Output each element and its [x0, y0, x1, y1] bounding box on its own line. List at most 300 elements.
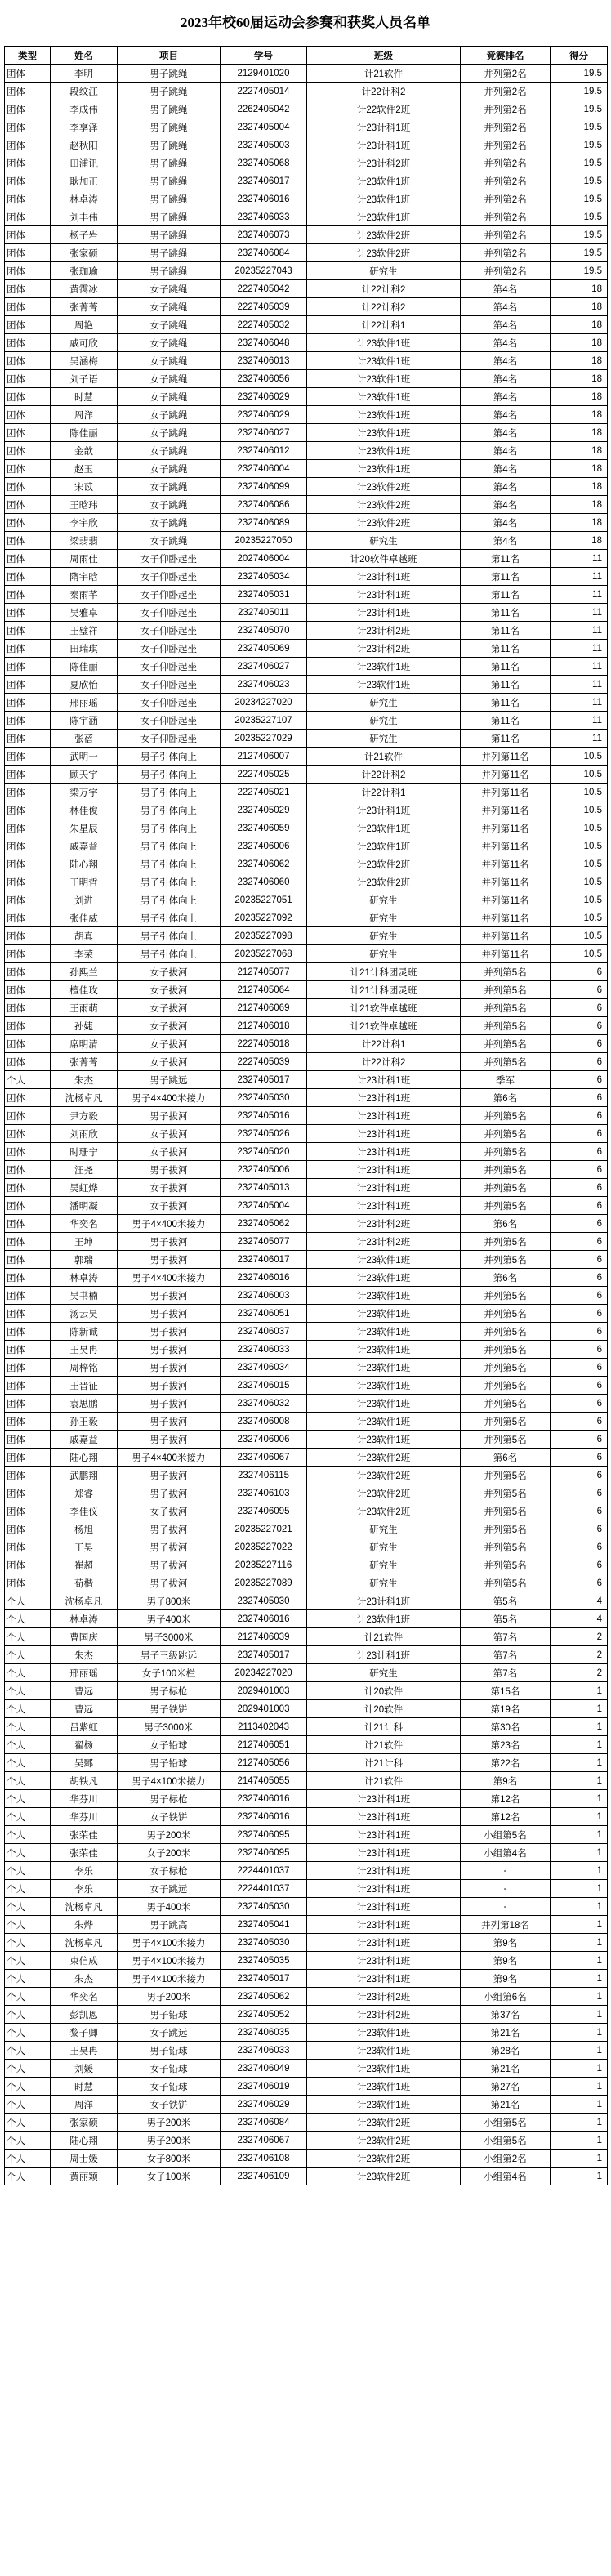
cell-event: 男子引体向上 [118, 855, 221, 873]
cell-rank: 第7名 [461, 1646, 551, 1664]
cell-event: 女子铁饼 [118, 1808, 221, 1826]
cell-name: 周雨佳 [51, 550, 118, 568]
cell-event: 男子拔河 [118, 1359, 221, 1377]
cell-event: 男子跳绳 [118, 226, 221, 244]
cell-score: 6 [551, 1556, 608, 1574]
cell-score: 11 [551, 640, 608, 658]
cell-rank: 第6名 [461, 1215, 551, 1233]
cell-event: 女子拔河 [118, 1035, 221, 1053]
table-row [5, 658, 608, 676]
cell-class: 计23软件2班 [307, 2114, 461, 2132]
cell-student-id: 2227405039 [221, 298, 307, 316]
cell-rank: 第11名 [461, 730, 551, 748]
cell-type: 团体 [5, 1143, 51, 1161]
cell-student-id: 20235227051 [221, 891, 307, 909]
cell-class: 计23软件2班 [307, 2132, 461, 2150]
cell-rank: 并列第5名 [461, 1359, 551, 1377]
cell-name: 吕紫虹 [51, 1718, 118, 1736]
cell-score: 6 [551, 981, 608, 999]
cell-student-id: 2327406017 [221, 1251, 307, 1269]
cell-rank: 第4名 [461, 442, 551, 460]
cell-student-id: 2262405042 [221, 100, 307, 118]
cell-type: 个人 [5, 1808, 51, 1826]
cell-student-id: 2327406032 [221, 1395, 307, 1413]
cell-student-id: 2327406086 [221, 496, 307, 514]
cell-score: 1 [551, 2132, 608, 2150]
cell-type: 个人 [5, 1988, 51, 2006]
cell-score: 1 [551, 1790, 608, 1808]
cell-score: 6 [551, 1305, 608, 1323]
cell-student-id: 2327405062 [221, 1988, 307, 2006]
cell-class: 计23软件1班 [307, 370, 461, 388]
cell-score: 18 [551, 406, 608, 424]
cell-score: 6 [551, 999, 608, 1017]
cell-rank: 并列第11名 [461, 748, 551, 766]
cell-student-id: 2327405013 [221, 1179, 307, 1197]
table-row [5, 1646, 608, 1664]
cell-class: 计21软件 [307, 1772, 461, 1790]
cell-name: 李乐 [51, 1862, 118, 1880]
cell-type: 个人 [5, 1916, 51, 1934]
cell-rank: 并列第5名 [461, 1035, 551, 1053]
cell-event: 男子铅球 [118, 2042, 221, 2060]
cell-event: 女子跳绳 [118, 442, 221, 460]
cell-type: 团体 [5, 496, 51, 514]
header-type: 类型 [5, 47, 51, 65]
cell-score: 6 [551, 1053, 608, 1071]
table-row [5, 1484, 608, 1502]
cell-name: 林卓涛 [51, 190, 118, 208]
cell-event: 男子拔河 [118, 1233, 221, 1251]
cell-student-id: 2327405004 [221, 118, 307, 136]
cell-name: 王坤 [51, 1233, 118, 1251]
cell-rank: 并列第5名 [461, 981, 551, 999]
cell-student-id: 2327406016 [221, 1269, 307, 1287]
cell-student-id: 20235227029 [221, 730, 307, 748]
cell-event: 女子拔河 [118, 1125, 221, 1143]
cell-type: 团体 [5, 83, 51, 100]
cell-student-id: 2327406035 [221, 2024, 307, 2042]
cell-rank: 第6名 [461, 1449, 551, 1467]
cell-student-id: 2327406037 [221, 1323, 307, 1341]
cell-score: 6 [551, 1179, 608, 1197]
cell-class: 计23软件2班 [307, 226, 461, 244]
table-row [5, 694, 608, 712]
cell-name: 张蓓 [51, 730, 118, 748]
cell-name: 尹方毅 [51, 1107, 118, 1125]
table-row [5, 136, 608, 154]
cell-score: 6 [551, 1143, 608, 1161]
cell-rank: 并列第5名 [461, 1053, 551, 1071]
cell-event: 女子跳绳 [118, 532, 221, 550]
table-row [5, 1718, 608, 1736]
cell-name: 陈宇涵 [51, 712, 118, 730]
cell-class: 计21计科团灵班 [307, 981, 461, 999]
cell-type: 团体 [5, 100, 51, 118]
cell-name: 陈佳丽 [51, 658, 118, 676]
cell-event: 男子拔河 [118, 1287, 221, 1305]
cell-event: 女子跳远 [118, 2024, 221, 2042]
cell-student-id: 2327406033 [221, 208, 307, 226]
cell-student-id: 2327406029 [221, 2096, 307, 2114]
cell-rank: 第12名 [461, 1808, 551, 1826]
cell-score: 6 [551, 1449, 608, 1467]
cell-score: 1 [551, 1736, 608, 1754]
cell-type: 团体 [5, 1395, 51, 1413]
cell-student-id: 2327405016 [221, 1107, 307, 1125]
cell-score: 18 [551, 478, 608, 496]
cell-class: 计23软件1班 [307, 460, 461, 478]
cell-rank: 并列第2名 [461, 190, 551, 208]
cell-student-id: 2327405077 [221, 1233, 307, 1251]
cell-type: 团体 [5, 1467, 51, 1484]
cell-event: 男子拔河 [118, 1341, 221, 1359]
cell-name: 郑睿 [51, 1484, 118, 1502]
cell-class: 计23软件1班 [307, 837, 461, 855]
cell-rank: 并列第5名 [461, 1287, 551, 1305]
cell-class: 研究生 [307, 694, 461, 712]
cell-student-id: 2327406084 [221, 244, 307, 262]
cell-event: 男子引体向上 [118, 909, 221, 927]
table-row [5, 460, 608, 478]
cell-type: 个人 [5, 1772, 51, 1790]
cell-event: 女子800米 [118, 2150, 221, 2168]
cell-type: 团体 [5, 730, 51, 748]
cell-class: 计22计科1 [307, 1035, 461, 1053]
table-row [5, 1628, 608, 1646]
cell-rank: 第4名 [461, 406, 551, 424]
table-row [5, 999, 608, 1017]
cell-score: 19.5 [551, 83, 608, 100]
cell-name: 时珊宁 [51, 1143, 118, 1161]
cell-event: 女子拔河 [118, 1179, 221, 1197]
cell-score: 19.5 [551, 262, 608, 280]
cell-student-id: 2227405021 [221, 784, 307, 801]
table-row [5, 1125, 608, 1143]
table-row [5, 1952, 608, 1970]
cell-name: 林卓涛 [51, 1610, 118, 1628]
cell-class: 计20软件卓越班 [307, 550, 461, 568]
cell-rank: 第4名 [461, 424, 551, 442]
table-row [5, 873, 608, 891]
cell-student-id: 2327406049 [221, 2060, 307, 2078]
cell-class: 计23计科1班 [307, 1161, 461, 1179]
cell-type: 团体 [5, 1431, 51, 1449]
cell-name: 宋苡 [51, 478, 118, 496]
cell-rank: 并列第2名 [461, 136, 551, 154]
cell-rank: 第4名 [461, 316, 551, 334]
cell-rank: 第21名 [461, 2024, 551, 2042]
cell-student-id: 2327405068 [221, 154, 307, 172]
table-row [5, 83, 608, 100]
cell-student-id: 2327406027 [221, 424, 307, 442]
cell-score: 1 [551, 2096, 608, 2114]
cell-rank: 第9名 [461, 1970, 551, 1988]
cell-score: 18 [551, 460, 608, 478]
table-row [5, 262, 608, 280]
cell-score: 2 [551, 1628, 608, 1646]
cell-type: 个人 [5, 1934, 51, 1952]
cell-score: 1 [551, 2150, 608, 2168]
table-row [5, 1143, 608, 1161]
cell-event: 女子仰卧起坐 [118, 730, 221, 748]
cell-name: 束信成 [51, 1952, 118, 1970]
cell-class: 计23软件1班 [307, 819, 461, 837]
cell-rank: 第4名 [461, 370, 551, 388]
table-row [5, 424, 608, 442]
cell-event: 男子拔河 [118, 1377, 221, 1395]
cell-score: 19.5 [551, 172, 608, 190]
cell-rank: 并列第11名 [461, 784, 551, 801]
cell-event: 女子跳绳 [118, 298, 221, 316]
cell-student-id: 2327406034 [221, 1359, 307, 1377]
table-row [5, 1808, 608, 1826]
cell-rank: 第27名 [461, 2078, 551, 2096]
table-row [5, 963, 608, 981]
cell-event: 女子仰卧起坐 [118, 604, 221, 622]
cell-score: 6 [551, 1107, 608, 1125]
cell-score: 1 [551, 1682, 608, 1700]
cell-type: 个人 [5, 2132, 51, 2150]
cell-student-id: 2127406018 [221, 1017, 307, 1035]
cell-rank: 小组第5名 [461, 2114, 551, 2132]
cell-name: 陆心翔 [51, 1449, 118, 1467]
cell-type: 个人 [5, 1862, 51, 1880]
cell-name: 吴虹烨 [51, 1179, 118, 1197]
table-row [5, 1323, 608, 1341]
cell-name: 荀楷 [51, 1574, 118, 1592]
cell-event: 女子仰卧起坐 [118, 676, 221, 694]
cell-name: 朱杰 [51, 1646, 118, 1664]
cell-event: 男子拔河 [118, 1251, 221, 1269]
cell-name: 李乐 [51, 1880, 118, 1898]
cell-rank: 并列第2名 [461, 83, 551, 100]
cell-class: 计22计科2 [307, 766, 461, 784]
cell-score: 6 [551, 1251, 608, 1269]
cell-type: 团体 [5, 460, 51, 478]
table-row [5, 1502, 608, 1520]
cell-class: 计23软件2班 [307, 478, 461, 496]
cell-class: 计23软件1班 [307, 442, 461, 460]
cell-class: 计23软件2班 [307, 1467, 461, 1484]
cell-class: 计23计科1班 [307, 1646, 461, 1664]
cell-name: 田瑞琪 [51, 640, 118, 658]
cell-name: 崔超 [51, 1556, 118, 1574]
cell-student-id: 2327406029 [221, 406, 307, 424]
cell-rank: 小组第2名 [461, 2150, 551, 2168]
table-row [5, 1197, 608, 1215]
cell-class: 研究生 [307, 909, 461, 927]
cell-rank: 第9名 [461, 1952, 551, 1970]
cell-event: 男子跳绳 [118, 83, 221, 100]
cell-name: 周梓铭 [51, 1359, 118, 1377]
cell-score: 6 [551, 1215, 608, 1233]
cell-event: 男子引体向上 [118, 784, 221, 801]
cell-type: 团体 [5, 532, 51, 550]
cell-student-id: 2227405039 [221, 1053, 307, 1071]
cell-student-id: 2327406015 [221, 1377, 307, 1395]
cell-student-id: 2327405006 [221, 1161, 307, 1179]
cell-student-id: 2327406016 [221, 1610, 307, 1628]
table-row [5, 1341, 608, 1359]
cell-student-id: 20234227020 [221, 1664, 307, 1682]
cell-rank: 并列第5名 [461, 1502, 551, 1520]
cell-event: 男子跳绳 [118, 118, 221, 136]
table-row [5, 514, 608, 532]
cell-name: 檀佳玫 [51, 981, 118, 999]
cell-rank: 并列第2名 [461, 154, 551, 172]
cell-student-id: 2327406067 [221, 1449, 307, 1467]
table-row [5, 1413, 608, 1431]
table-row [5, 154, 608, 172]
cell-type: 团体 [5, 1413, 51, 1431]
cell-name: 时慧 [51, 388, 118, 406]
cell-event: 男子引体向上 [118, 748, 221, 766]
cell-class: 计23计科2班 [307, 2006, 461, 2024]
cell-score: 1 [551, 1772, 608, 1790]
cell-rank: 第5名 [461, 1592, 551, 1610]
cell-rank: 并列第11名 [461, 873, 551, 891]
cell-type: 团体 [5, 801, 51, 819]
cell-student-id: 2327406051 [221, 1305, 307, 1323]
cell-name: 王昊冉 [51, 2042, 118, 2060]
cell-rank: 并列第5名 [461, 1233, 551, 1251]
cell-score: 18 [551, 280, 608, 298]
cell-type: 团体 [5, 1107, 51, 1125]
cell-rank: 第19名 [461, 1700, 551, 1718]
cell-score: 6 [551, 963, 608, 981]
table-row [5, 586, 608, 604]
cell-student-id: 20235227098 [221, 927, 307, 945]
cell-score: 1 [551, 1916, 608, 1934]
cell-score: 18 [551, 388, 608, 406]
cell-event: 女子跳绳 [118, 424, 221, 442]
table-row [5, 2060, 608, 2078]
cell-class: 计21软件 [307, 748, 461, 766]
cell-rank: 第4名 [461, 460, 551, 478]
cell-class: 研究生 [307, 712, 461, 730]
cell-type: 个人 [5, 1718, 51, 1736]
cell-class: 计21软件 [307, 65, 461, 83]
cell-event: 男子200米 [118, 1826, 221, 1844]
cell-score: 6 [551, 1413, 608, 1431]
cell-name: 潘明凝 [51, 1197, 118, 1215]
cell-score: 19.5 [551, 100, 608, 118]
cell-name: 武鹏翔 [51, 1467, 118, 1484]
cell-student-id: 2127406007 [221, 748, 307, 766]
cell-rank: 第12名 [461, 1790, 551, 1808]
cell-rank: 并列第11名 [461, 927, 551, 945]
table-row [5, 478, 608, 496]
cell-event: 男子4×400米接力 [118, 1089, 221, 1107]
cell-score: 19.5 [551, 244, 608, 262]
cell-rank: 第11名 [461, 640, 551, 658]
cell-event: 男子引体向上 [118, 927, 221, 945]
cell-score: 6 [551, 1359, 608, 1377]
cell-name: 李佳仪 [51, 1502, 118, 1520]
cell-class: 计23计科1班 [307, 586, 461, 604]
cell-class: 计23软件1班 [307, 1287, 461, 1305]
cell-type: 团体 [5, 154, 51, 172]
cell-rank: 并列第5名 [461, 1520, 551, 1538]
cell-score: 6 [551, 1395, 608, 1413]
cell-class: 研究生 [307, 1556, 461, 1574]
cell-event: 男子4×100米接力 [118, 1952, 221, 1970]
cell-rank: 第30名 [461, 1718, 551, 1736]
table-row [5, 1035, 608, 1053]
cell-name: 汤云昊 [51, 1305, 118, 1323]
cell-event: 男子跳绳 [118, 262, 221, 280]
cell-class: 计23计科1班 [307, 1916, 461, 1934]
cell-student-id: 2327406060 [221, 873, 307, 891]
cell-name: 沈杨卓凡 [51, 1934, 118, 1952]
cell-type: 团体 [5, 873, 51, 891]
cell-score: 10.5 [551, 801, 608, 819]
cell-rank: 并列第5名 [461, 1107, 551, 1125]
cell-type: 个人 [5, 1826, 51, 1844]
cell-class: 计23计科1班 [307, 1790, 461, 1808]
cell-event: 女子200米 [118, 1844, 221, 1862]
cell-event: 男子跳绳 [118, 172, 221, 190]
cell-student-id: 2327406095 [221, 1826, 307, 1844]
cell-score: 18 [551, 532, 608, 550]
cell-type: 团体 [5, 1484, 51, 1502]
table-row [5, 1556, 608, 1574]
cell-class: 计23计科2班 [307, 1233, 461, 1251]
cell-class: 计20软件 [307, 1700, 461, 1718]
table-row [5, 604, 608, 622]
cell-score: 6 [551, 1233, 608, 1251]
cell-event: 女子跳绳 [118, 460, 221, 478]
cell-name: 王璧祥 [51, 622, 118, 640]
cell-score: 6 [551, 1467, 608, 1484]
cell-name: 胡铁凡 [51, 1772, 118, 1790]
table-row [5, 1898, 608, 1916]
table-row [5, 316, 608, 334]
cell-name: 王昊 [51, 1538, 118, 1556]
cell-type: 个人 [5, 2006, 51, 2024]
cell-score: 1 [551, 1880, 608, 1898]
cell-type: 团体 [5, 298, 51, 316]
cell-event: 男子拔河 [118, 1161, 221, 1179]
cell-name: 陈新诚 [51, 1323, 118, 1341]
cell-type: 团体 [5, 586, 51, 604]
cell-student-id: 2327405069 [221, 640, 307, 658]
cell-class: 计23软件1班 [307, 2024, 461, 2042]
table-row [5, 1179, 608, 1197]
cell-score: 1 [551, 2078, 608, 2096]
cell-type: 个人 [5, 1790, 51, 1808]
table-row [5, 1305, 608, 1323]
cell-type: 个人 [5, 1682, 51, 1700]
cell-name: 王晋征 [51, 1377, 118, 1395]
table-row [5, 1449, 608, 1467]
cell-class: 计23软件1班 [307, 1359, 461, 1377]
cell-class: 研究生 [307, 1574, 461, 1592]
cell-type: 团体 [5, 442, 51, 460]
cell-name: 吴雅卓 [51, 604, 118, 622]
cell-rank: 第6名 [461, 1269, 551, 1287]
cell-type: 团体 [5, 1125, 51, 1143]
cell-rank: 第11名 [461, 604, 551, 622]
cell-rank: 并列第2名 [461, 226, 551, 244]
cell-event: 男子4×100米接力 [118, 1772, 221, 1790]
cell-student-id: 2327406023 [221, 676, 307, 694]
cell-rank: 并列第5名 [461, 1017, 551, 1035]
cell-score: 6 [551, 1574, 608, 1592]
table-row [5, 819, 608, 837]
table-row [5, 1395, 608, 1413]
